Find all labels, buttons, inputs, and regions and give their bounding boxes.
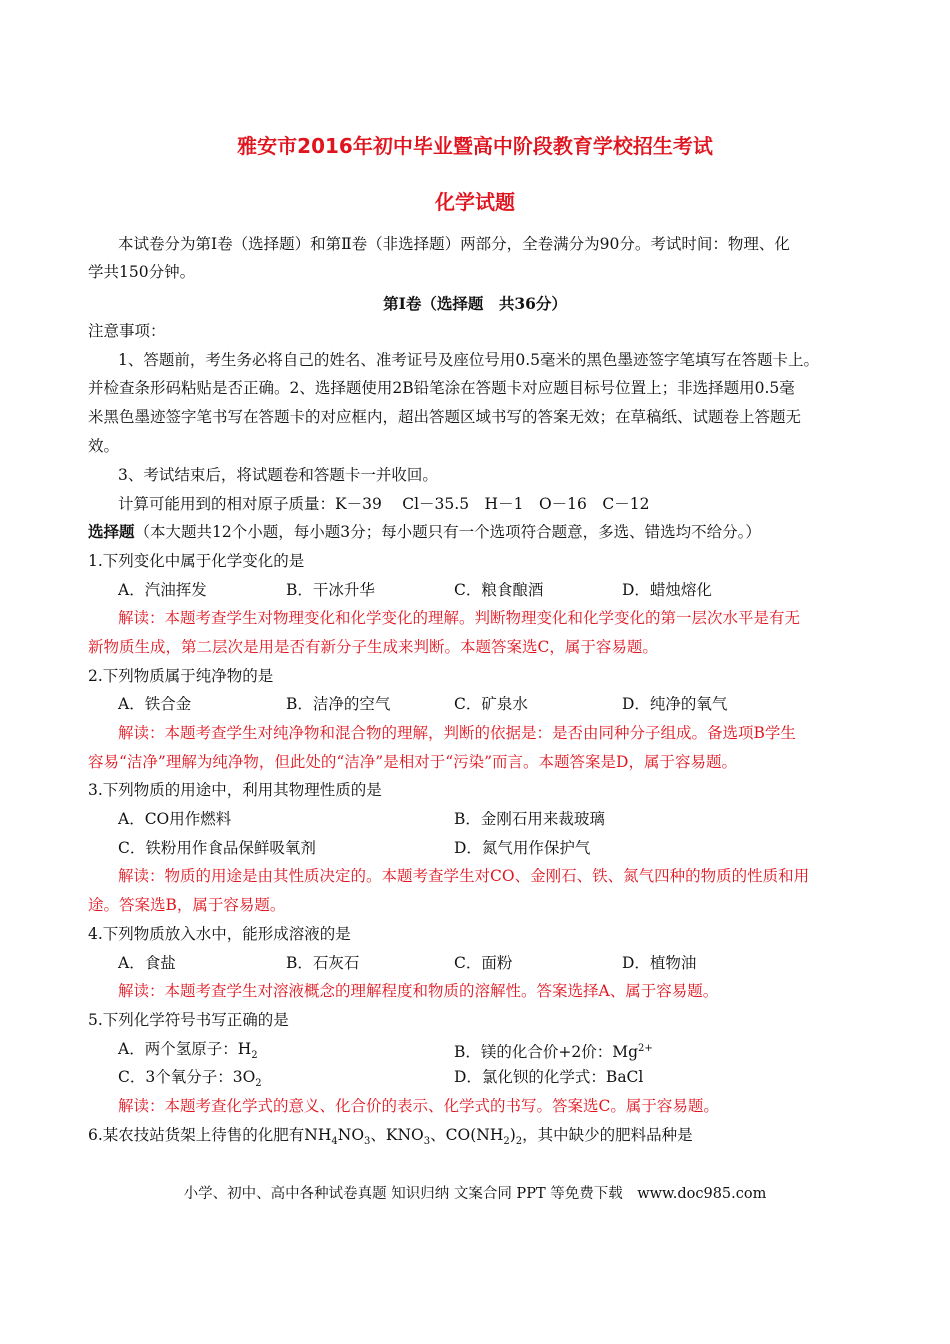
choice-desc: （本大题共12个小题，每小题3分；每小题只有一个选项符合题意，多选、错选均不给分。） — [134, 523, 761, 541]
q5-option-b — [454, 1039, 653, 1062]
note-line-4: 效。 — [88, 437, 120, 455]
q5-option-c-text: C．3个氧分子：3O — [118, 1068, 256, 1086]
q6-text-4: 、CO(NH — [430, 1126, 504, 1144]
q5-option-b-text: B．镁的化合价+2价：Mg — [454, 1043, 639, 1062]
note-line-2: 并检查条形码粘贴是否正确。2、选择题使用2B铅笔涂在答题卡对应题目标号位置上；非选择题用0.5毫 — [88, 379, 795, 397]
intro-line-2: 学共150分钟。 — [88, 263, 196, 281]
q3-option-d: D．氮气用作保护气 — [454, 839, 591, 857]
q4-option-c: C．面粉 — [454, 954, 513, 972]
q4-option-a: A．食盐 — [118, 954, 176, 972]
notes-label: 注意事项： — [88, 322, 166, 340]
atomic-mass-line: 计算可能用到的相对原子质量：K－39 Cl－35.5 H－1 O－16 C－12 — [118, 495, 650, 513]
q4-answer-line-1: 解读：本题考查学生对溶液概念的理解程度和物质的溶解性。答案选择A、属于容易题。 — [118, 982, 719, 1000]
question-5-stem: 5.下列化学符号书写正确的是 — [88, 1011, 289, 1029]
question-6-stem — [88, 1125, 693, 1152]
note-line-1: 1、答题前，考生务必将自己的姓名、准考证号及座位号用0.5毫米的黑色墨迹签字笔填写在答题卡上。 — [118, 351, 820, 369]
q3-answer-line-2: 途。答案选B，属于容易题。 — [88, 896, 286, 914]
q5-option-a — [118, 1039, 258, 1066]
q6-sub-2: 3 — [364, 1136, 371, 1148]
q5-option-a-sub: 2 — [251, 1050, 258, 1062]
q5-option-a-text: A．两个氢原子：H — [118, 1040, 252, 1058]
q5-option-c-sub: 2 — [255, 1078, 262, 1090]
q2-option-c: C．矿泉水 — [454, 695, 528, 713]
question-1-stem: 1.下列变化中属于化学变化的是 — [88, 552, 305, 570]
question-3-stem: 3.下列物质的用途中，利用其物理性质的是 — [88, 781, 382, 799]
section-title: 第Ⅰ卷（选择题 共36分） — [383, 294, 567, 313]
intro-line-1: 本试卷分为第Ⅰ卷（选择题）和第Ⅱ卷（非选择题）两部分，全卷满分为90分。考试时间：物理、化 — [118, 235, 790, 253]
q6-text-6: ，其中缺少的肥料品种是 — [522, 1126, 693, 1144]
q6-sub-4: 2 — [503, 1136, 510, 1148]
q6-text-2: NO — [337, 1126, 365, 1144]
q1-option-d: D．蜡烛熔化 — [622, 581, 712, 599]
q6-text-1: 6.某农技站货架上待售的化肥有NH — [88, 1126, 332, 1144]
q2-option-b: B．洁净的空气 — [286, 695, 391, 713]
question-4-stem: 4.下列物质放入水中，能形成溶液的是 — [88, 925, 351, 943]
q5-option-b-sup: 2+ — [638, 1043, 653, 1054]
q3-answer-line-1: 解读：物质的用途是由其性质决定的。本题考查学生对CO、金刚石、铁、氮气四种的物质的性质和用 — [118, 867, 810, 885]
q2-option-d: D．纯净的氧气 — [622, 695, 728, 713]
q2-answer-line-2: 容易“洁净”理解为纯净物，但此处的“洁净”是相对于“污染”而言。本题答案是D，属于容易题。 — [88, 753, 737, 771]
q6-sub-5: 2 — [515, 1136, 523, 1148]
q6-sub-3: 3 — [423, 1136, 431, 1148]
choice-label: 选择题 — [88, 522, 135, 541]
q1-option-c: C．粮食酿酒 — [454, 581, 544, 599]
choice-section-header — [88, 522, 761, 542]
exam-subtitle: 化学试题 — [435, 190, 515, 214]
q6-text-3: 、KNO — [370, 1126, 424, 1144]
q1-option-b: B．干冰升华 — [286, 581, 375, 599]
q1-answer-line-1: 解读：本题考查学生对物理变化和化学变化的理解。判断物理变化和化学变化的第一层次水平是有无 — [118, 609, 801, 627]
q2-option-a: A．铁合金 — [118, 695, 192, 713]
page-footer: 小学、初中、高中各种试卷真题 知识归纳 文案合同 PPT 等免费下载 www.doc985.com — [183, 1186, 767, 1202]
q3-option-c: C．铁粉用作食品保鲜吸氧剂 — [118, 839, 316, 857]
note-line-3: 米黑色墨迹签字笔书写在答题卡的对应框内，超出答题区域书写的答案无效；在草稿纸、试题卷上答题无 — [88, 408, 802, 426]
q4-option-b: B．石灰石 — [286, 954, 360, 972]
q6-text-5: ) — [509, 1126, 516, 1144]
question-2-stem: 2.下列物质属于纯净物的是 — [88, 667, 274, 685]
q5-answer-line-1: 解读：本题考查化学式的意义、化合价的表示、化学式的书写。答案选C。属于容易题。 — [118, 1097, 719, 1115]
q2-answer-line-1: 解读：本题考查学生对纯净物和混合物的理解，判断的依据是：是否由同种分子组成。备选项B学生 — [118, 724, 796, 742]
q4-option-d: D．植物油 — [622, 954, 697, 972]
q5-option-d: D．氯化钡的化学式：BaCl — [454, 1068, 644, 1086]
q6-sub-1: 4 — [331, 1136, 338, 1148]
q1-answer-line-2: 新物质生成，第二层次是用是否有新分子生成来判断。本题答案选C，属于容易题。 — [88, 638, 658, 656]
exam-title: 雅安市2016年初中毕业暨高中阶段教育学校招生考试 — [237, 134, 713, 158]
q1-option-a: A．汽油挥发 — [118, 581, 207, 599]
q3-option-b: B．金刚石用来裁玻璃 — [454, 810, 605, 828]
note-line-5: 3、考试结束后，将试题卷和答题卡一并收回。 — [118, 466, 438, 484]
q3-option-a: A．CO用作燃料 — [118, 810, 232, 828]
q5-option-c — [118, 1067, 262, 1094]
